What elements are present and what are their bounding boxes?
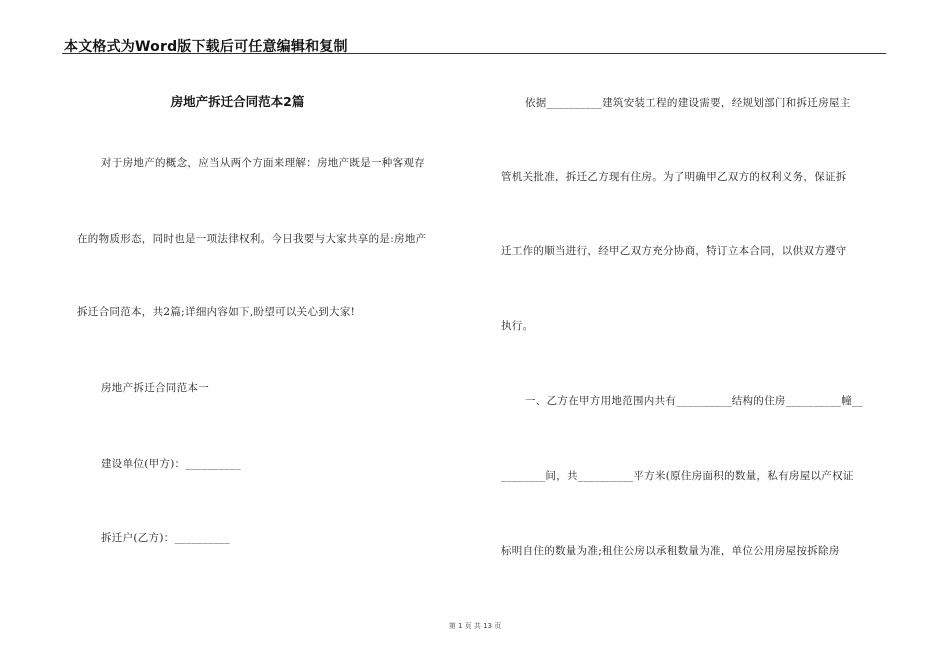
party-b-line: 拆迁户(乙方)：__________: [101, 532, 231, 544]
party-a-line: 建设单位(甲方)：__________: [101, 458, 241, 470]
left-paragraph-line: 对于房地产的概念，应当从两个方面来理解：房地产既是一种客观存: [101, 157, 425, 169]
right-paragraph-line: 迁工作的顺当进行，经甲乙双方充分协商，特订立本合同，以供双方遵守: [501, 245, 847, 257]
right-paragraph-line: 执行。: [501, 320, 534, 332]
right-paragraph-line: 依据__________建筑安装工程的建设需要，经规划部门和拆迁房屋主: [525, 97, 851, 109]
document-title: 房地产拆迁合同范本2篇: [170, 94, 305, 109]
right-paragraph-line: 管机关批准，拆迁乙方现有住房。为了明确甲乙双方的权利义务，保证拆: [501, 171, 847, 183]
header-banner: 本文格式为Word版下载后可任意编辑和复制: [64, 39, 348, 55]
clause-line: 标明自住的数量为准;租住公房以承租数量为准，单位公用房屋按拆除房: [501, 545, 840, 557]
left-paragraph-line: 拆迁合同范本，共2篇;详细内容如下,盼望可以关心到大家!: [77, 306, 356, 318]
header-divider: [62, 53, 886, 54]
clause-line: 一、乙方在甲方用地范围内共有__________结构的住房__________幢__: [525, 395, 864, 407]
page-number: 第 1 页 共 13 页: [448, 622, 502, 630]
clause-line: ________间，共__________平方米(原住房面积的数量，私有房屋以产权证: [501, 470, 854, 482]
section-heading: 房地产拆迁合同范本一: [101, 382, 209, 394]
left-paragraph-line: 在的物质形态，同时也是一项法律权利。今日我要与大家共享的是:房地产: [77, 233, 427, 245]
